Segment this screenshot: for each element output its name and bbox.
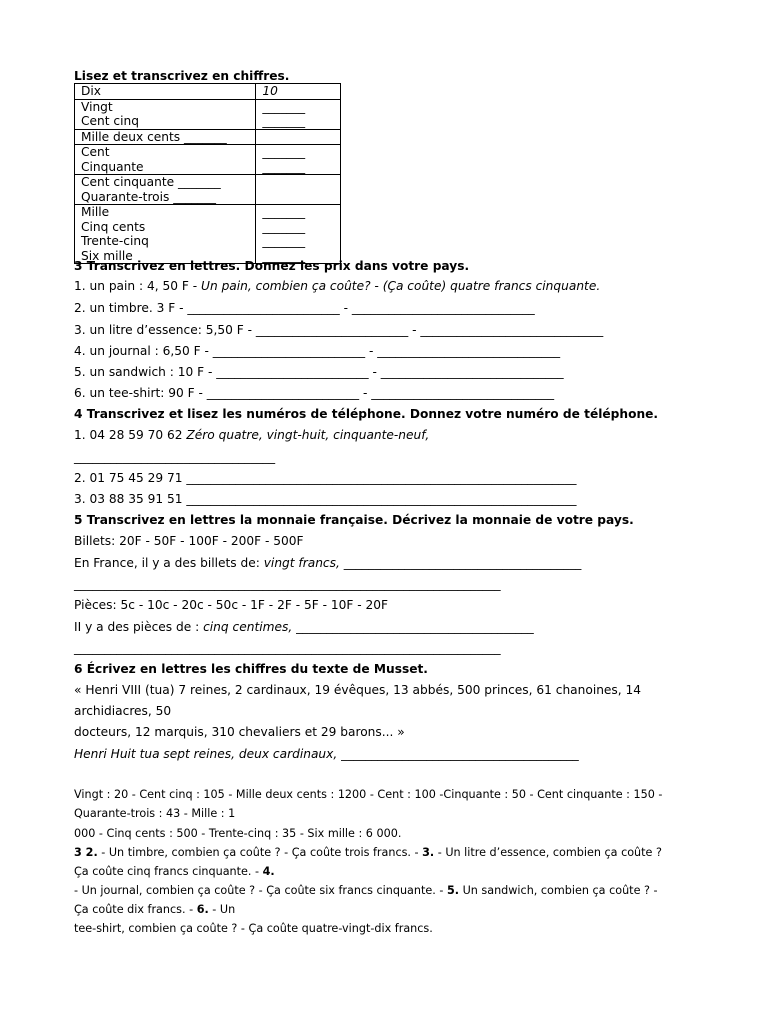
item-text: En France, il y a des billets de: xyxy=(74,556,264,570)
answer-blank: _______ xyxy=(262,248,306,263)
ex4-item-2: 2. 01 75 45 29 71 ________________________________________________________________ xyxy=(74,471,577,485)
cell-text: Trente-cinq xyxy=(81,234,149,248)
ex6-quote-2: archidiacres, 50 xyxy=(74,704,172,718)
answer-blank: _______ xyxy=(262,205,306,219)
answers-line-2: Quarante-trois : 43 - Mille : 1 xyxy=(74,807,236,820)
table-cell-words xyxy=(75,129,256,145)
ex4-title: 4 Transcrivez et lisez les numéros de téléphone. Donnez votre numéro de téléphone. xyxy=(74,407,659,421)
item-example: cinq centimes, xyxy=(203,620,293,634)
answer-blank: _______________________________________ xyxy=(292,620,534,634)
table-row xyxy=(75,99,341,129)
cell-text: Mille deux cents _______ xyxy=(81,129,227,144)
table-row xyxy=(75,129,341,145)
cell-text: Quarante-trois _______ xyxy=(81,189,216,204)
answer-number: 4. xyxy=(262,865,275,878)
answer-blank: _______ xyxy=(262,99,306,114)
answer-blank: _______ xyxy=(262,159,306,174)
cell-text: Cinquante xyxy=(81,159,144,174)
ex4-item-3: 3. 03 88 35 91 51 ________________________________________________________________ xyxy=(74,492,577,506)
answer-text: - Un timbre, combien ça coûte ? - Ça coûte trois francs. - xyxy=(97,846,423,859)
ex3-item-1 xyxy=(74,278,600,294)
item-text: II y a des pièces de : xyxy=(74,620,204,634)
answer-blank: _______________________________________ xyxy=(339,556,582,570)
answer-blank: _______ xyxy=(262,219,306,234)
ex3-item-5: 5. un sandwich : 10 F - _________________________ - ______________________________ xyxy=(74,365,564,379)
table-cell-digits xyxy=(256,145,341,175)
answer-blank: _______ xyxy=(262,114,306,128)
item-text: 1. un pain : 4, 50 F - xyxy=(74,279,202,293)
ex6-title: 6 Écrivez en lettres les chiffres du texte de Musset. xyxy=(74,662,428,676)
table-cell-words xyxy=(75,175,256,205)
ex3-item-2: 2. un timbre. 3 F - _________________________ - ______________________________ xyxy=(74,301,535,315)
table-cell-words xyxy=(75,205,256,264)
ex5-title: 5 Transcrivez en lettres la monnaie française. Décrivez la monnaie de votre pays. xyxy=(74,513,634,527)
item-example: Henri Huit tua sept reines, deux cardinaux, xyxy=(74,747,338,761)
numbers-table xyxy=(74,83,341,264)
answers-line-8: tee-shirt, combien ça coûte ? - Ça coûte quatre-vingt-dix francs. xyxy=(74,922,433,935)
answer-text: - Un journal, combien ça coûte ? - Ça coûte six francs cinquante. - xyxy=(74,884,447,897)
ex3-item-6: 6. un tee-shirt: 90 F - _________________________ - ______________________________ xyxy=(74,386,555,400)
answer-number: 3. xyxy=(422,846,435,859)
answers-line-3: 000 - Cinq cents : 500 - Trente-cinq : 35 - Six mille : 6 000. xyxy=(74,827,402,840)
table-row xyxy=(75,205,341,264)
answers-line-6 xyxy=(74,883,658,898)
table-row xyxy=(75,84,341,100)
ex3-title: 3 Transcrivez en lettres. Donnez les prix dans votre pays. xyxy=(74,259,470,273)
cell-text: Cent cinquante _______ xyxy=(81,175,221,189)
ex6-quote-1: « Henri VIII (tua) 7 reines, 2 cardinaux, 19 évêques, 13 abbés, 500 princes, 61 chanoines, 14 xyxy=(74,683,642,697)
answer-text: - Un xyxy=(208,903,236,916)
cell-text: Cent cinq xyxy=(81,114,139,128)
table-cell-digits xyxy=(256,99,341,129)
ex4-item-1-blank: _________________________________ xyxy=(74,450,276,464)
table-row xyxy=(75,175,341,205)
table-cell-digits xyxy=(256,175,341,205)
answer-text: - Un litre d’essence, combien ça coûte ? xyxy=(434,846,662,859)
cell-text: Dix xyxy=(81,84,101,98)
ex3-item-3: 3. un litre d’essence: 5,50 F - _________________________ - ______________________________ xyxy=(74,323,604,337)
cell-text: Cent xyxy=(81,145,110,159)
answers-line-7 xyxy=(74,902,235,917)
answer-blank: _______________________________________ xyxy=(337,747,579,761)
item-example: Zéro quatre, vingt-huit, cinquante-neuf, xyxy=(186,428,430,442)
ex6-answer xyxy=(74,746,579,762)
ex5-pieces-line xyxy=(74,619,534,635)
item-example: vingt francs, xyxy=(263,556,340,570)
answer-number: 3 2. xyxy=(74,846,98,859)
answer-text: Ça coûte dix francs. - xyxy=(74,903,197,916)
table-row xyxy=(75,145,341,175)
table-cell-words xyxy=(75,145,256,175)
table-cell-words xyxy=(75,84,256,100)
item-example: Un pain, combien ça coûte? - (Ça coûte) quatre francs cinquante. xyxy=(201,279,601,293)
ex5-billets-next: ______________________________________________________________________ xyxy=(74,577,501,591)
cell-text: Cinq cents xyxy=(81,219,146,234)
ex5-pieces: Pièces: 5c - 10c - 20c - 50c - 1F - 2F - 5F - 10F - 20F xyxy=(74,598,389,612)
answer-blank: _______ xyxy=(262,234,306,248)
table-cell-words xyxy=(75,99,256,129)
ex5-pieces-next: ______________________________________________________________________ xyxy=(74,641,501,655)
ex3-item-4: 4. un journal : 6,50 F - _________________________ - ______________________________ xyxy=(74,344,561,358)
ex5-billets-line xyxy=(74,555,581,571)
cell-text: 10 xyxy=(262,84,278,98)
table-cell-digits xyxy=(256,84,341,100)
table-cell-digits xyxy=(256,129,341,145)
answers-line-4 xyxy=(74,845,662,860)
ex5-billets: Billets: 20F - 50F - 100F - 200F - 500F xyxy=(74,534,304,548)
heading-read-transcribe: Lisez et transcrivez en chiffres. xyxy=(74,69,290,83)
cell-text: Six mille xyxy=(81,248,133,263)
cell-text: Vingt xyxy=(81,99,113,114)
item-text: 1. 04 28 59 70 62 xyxy=(74,428,187,442)
answers-line-1: Vingt : 20 - Cent cinq : 105 - Mille deux cents : 1200 - Cent : 100 -Cinquante : 50 - Cent cinquante : 150 - xyxy=(74,788,663,801)
ex4-item-1 xyxy=(74,427,429,443)
table-cell-digits xyxy=(256,205,341,264)
answer-text: Ça coûte cinq francs cinquante. - xyxy=(74,865,263,878)
answer-number: 6. xyxy=(196,903,209,916)
answer-number: 5. xyxy=(446,884,460,897)
ex6-quote-3: docteurs, 12 marquis, 310 chevaliers et 29 barons... » xyxy=(74,725,405,739)
answers-line-5 xyxy=(74,864,275,879)
cell-text: Mille xyxy=(81,205,110,219)
answer-text: Un sandwich, combien ça coûte ? - xyxy=(459,884,658,897)
answer-blank: _______ xyxy=(262,145,306,159)
